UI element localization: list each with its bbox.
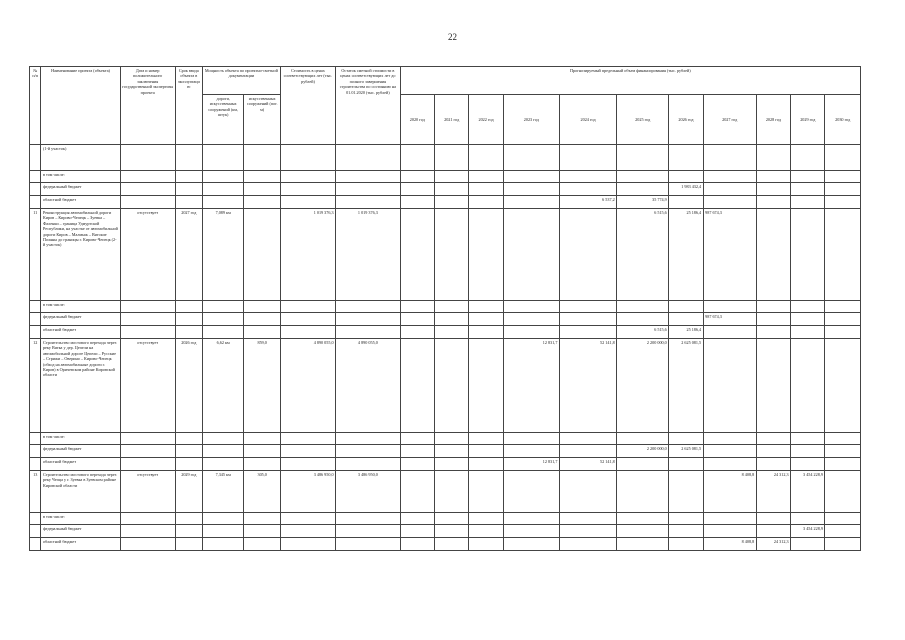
col-cost-header: Стоимость в ценах соответствующих лет (тыс. рублей) — [280, 67, 335, 145]
value-cell: 6 515,6 — [617, 209, 669, 301]
row-label: областной бюджет — [41, 196, 120, 209]
remaining-cost: 1 019 376,3 — [336, 209, 401, 301]
year-2030-header: 2030 год — [825, 95, 861, 145]
year-2021-header: 2021 год — [435, 95, 469, 145]
row-label: федеральный бюджет — [41, 313, 120, 326]
project-name: Строительство мостового перехода через реку Чепца у г. Зуевка в Зуевском районе Кировской области — [41, 471, 120, 513]
table-row — [30, 313, 861, 326]
row-label: областной бюджет — [41, 458, 120, 471]
row-label: федеральный бюджет — [41, 183, 120, 196]
row-label: в том числе: — [41, 513, 120, 525]
remaining-cost: 4 890 055,0 — [336, 339, 401, 433]
col-capacity-roads-header: дороги, искусственных сооружений (км, штук) — [202, 95, 244, 145]
table-row — [30, 458, 861, 471]
year-2026-header: 2026 год — [669, 95, 703, 145]
total-cost: 4 890 055,0 — [280, 339, 335, 433]
project-number: 13 — [30, 471, 41, 513]
value-cell: 2 625 081,5 — [669, 339, 703, 433]
value-cell: 25 186,4 — [669, 326, 703, 339]
value-cell: 12 831,7 — [503, 458, 559, 471]
col-no-header: № п/п — [30, 67, 41, 145]
row-label: федеральный бюджет — [41, 525, 120, 538]
table-row — [30, 525, 861, 538]
table-row — [30, 471, 861, 513]
financing-table — [29, 66, 861, 551]
project-name: (1-й участок) — [41, 145, 120, 171]
value-cell: 3 454 228,9 — [791, 525, 825, 538]
col-forecast-header: Прогнозируемый предельный объем финансирования (тыс. рублей) — [400, 67, 860, 95]
table-row — [30, 301, 861, 313]
row-label: областной бюджет — [41, 538, 120, 551]
value-cell: 35 774,9 — [617, 196, 669, 209]
col-name-header: Наименование проекта (объекта) — [41, 67, 120, 145]
expertise-date: отсутствует — [120, 209, 175, 301]
table-row — [30, 339, 861, 433]
capacity-m: 305,0 — [244, 471, 280, 513]
value-cell: 52 141,8 — [559, 458, 616, 471]
project-number: 12 — [30, 339, 41, 433]
value-cell: 1 983 432,4 — [669, 183, 703, 196]
total-cost: 1 019 376,3 — [280, 209, 335, 301]
total-cost: 3 486 950,0 — [280, 471, 335, 513]
value-cell: 2 200 000,0 — [617, 339, 669, 433]
year-2029-header: 2029 год — [791, 95, 825, 145]
commission-term: 2027 год — [175, 209, 202, 301]
value-cell: 6 515,6 — [617, 326, 669, 339]
value-cell: 6 537,2 — [559, 196, 616, 209]
project-name: Реконструкция автомобильной дороги Киров – Кирово-Чепецк – Зуевка – Фаленки – граница Удмуртской Республики, на участке от автомобильной дороги Киров – Малмыж – Вятские Поляны до границы г. Кирово-Чепецк (2-й участок) — [41, 209, 120, 301]
row-label: федеральный бюджет — [41, 445, 120, 458]
expertise-date: отсутствует — [120, 471, 175, 513]
value-cell: 2 625 081,5 — [669, 445, 703, 458]
year-2027-header: 2027 год — [703, 95, 756, 145]
row-label: в том числе: — [41, 433, 120, 445]
project-name: Строительство мостового перехода через реку Вятка у дер. Цепели на автомобильной дороге Цепели – Русские – Стрижи – Оверино – Кирово-Чепецк (обход на автомобильные дороги г. Киров) в Оричевском районе Кировской области — [41, 339, 120, 433]
value-cell: 25 186,4 — [669, 209, 703, 301]
table-row — [30, 183, 861, 196]
value-cell: 24 312,3 — [756, 471, 790, 513]
value-cell: 8 408,8 — [703, 538, 756, 551]
table-row — [30, 326, 861, 339]
table-row — [30, 538, 861, 551]
year-2020-header: 2020 год — [400, 95, 434, 145]
capacity-km: 7,345 км — [202, 471, 244, 513]
row-label: в том числе: — [41, 171, 120, 183]
capacity-m: 859,0 — [244, 339, 280, 433]
table-row — [30, 433, 861, 445]
expertise-date: отсутствует — [120, 339, 175, 433]
capacity-km: 7,089 км — [202, 209, 244, 301]
commission-term: 2026 год — [175, 339, 202, 433]
year-2023-header: 2023 год — [503, 95, 559, 145]
table-row — [30, 196, 861, 209]
value-cell: 24 312,3 — [756, 538, 790, 551]
value-cell: 52 141,8 — [559, 339, 616, 433]
col-capacity-header: Мощность объекта по проектно-сметной документации — [202, 67, 280, 95]
page-number: 22 — [448, 32, 457, 42]
row-label: областной бюджет — [41, 326, 120, 339]
row-label: в том числе: — [41, 301, 120, 313]
col-remaining-header: Остаток сметной стоимости в ценах соответствующих лет до полного завершения строительства по состоянию на 01.01.2020 (тыс. рублей) — [336, 67, 401, 145]
value-cell: 987 674,3 — [703, 313, 756, 326]
capacity-km: 6,62 км — [202, 339, 244, 433]
table-row — [30, 445, 861, 458]
value-cell: 3 454 228,9 — [791, 471, 825, 513]
table-row — [30, 209, 861, 301]
table-row — [30, 171, 861, 183]
commission-term: 2029 год — [175, 471, 202, 513]
year-2022-header: 2022 год — [469, 95, 503, 145]
project-number: 11 — [30, 209, 41, 301]
table-row — [30, 145, 861, 171]
table-row — [30, 513, 861, 525]
year-2028-header: 2028 год — [756, 95, 790, 145]
year-2025-header: 2025 год — [617, 95, 669, 145]
year-2024-header: 2024 год — [559, 95, 616, 145]
col-date-header: Дата и номер положительного заключения государственной экспертизы проекта — [120, 67, 175, 145]
col-term-header: Срок ввода объекта в эксплуатацию — [175, 67, 202, 145]
value-cell: 2 200 000,0 — [617, 445, 669, 458]
value-cell: 12 831,7 — [503, 339, 559, 433]
value-cell: 987 674,3 — [703, 209, 756, 301]
value-cell: 8 408,8 — [703, 471, 756, 513]
col-capacity-struct-header: искусственных сооружений (пог. м) — [244, 95, 280, 145]
remaining-cost: 3 486 950,0 — [336, 471, 401, 513]
